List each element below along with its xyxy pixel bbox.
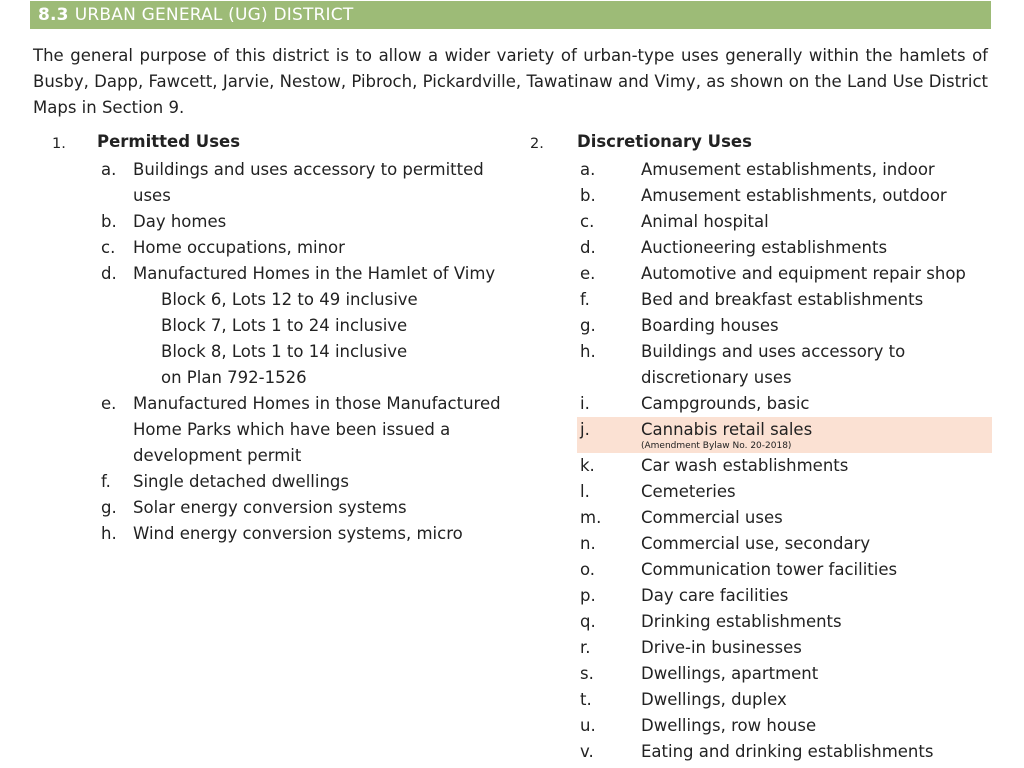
item-letter: j. bbox=[580, 420, 590, 439]
item-text: Communication tower facilities bbox=[641, 560, 898, 579]
item-text: Buildings and uses accessory to permitted uses bbox=[133, 160, 484, 205]
item-text: Solar energy conversion systems bbox=[133, 498, 407, 517]
list-item bbox=[580, 261, 992, 287]
list-item bbox=[580, 391, 992, 417]
list-item bbox=[101, 261, 513, 391]
list-item bbox=[580, 157, 992, 183]
item-letter: o. bbox=[580, 560, 596, 579]
item-text: Single detached dwellings bbox=[133, 472, 349, 491]
list-item bbox=[101, 495, 513, 521]
item-letter: k. bbox=[580, 456, 595, 475]
item-text: Bed and breakfast establishments bbox=[641, 290, 924, 309]
item-letter: g. bbox=[101, 498, 117, 517]
item-letter: c. bbox=[101, 238, 116, 257]
item-text: Drinking establishments bbox=[641, 612, 842, 631]
item-text: Boarding houses bbox=[641, 316, 779, 335]
item-letter: e. bbox=[101, 394, 117, 413]
item-text: Dwellings, row house bbox=[641, 716, 817, 735]
item-text: Amusement establishments, indoor bbox=[641, 160, 935, 179]
item-letter: v. bbox=[580, 742, 594, 761]
item-text: Buildings and uses accessory to discretionary uses bbox=[641, 342, 906, 387]
sub-line: Block 6, Lots 12 to 49 inclusive bbox=[161, 290, 418, 309]
list-item bbox=[580, 183, 992, 209]
item-text: Manufactured Homes in those Manufactured Home Parks which have been issued a development permit bbox=[133, 394, 501, 465]
item-text: Home occupations, minor bbox=[133, 238, 345, 257]
item-letter: r. bbox=[580, 638, 591, 657]
section-number: 8.3 bbox=[38, 5, 69, 25]
list-item bbox=[580, 739, 992, 765]
item-text: Dwellings, apartment bbox=[641, 664, 819, 683]
item-text: Day care facilities bbox=[641, 586, 789, 605]
item-letter: a. bbox=[580, 160, 596, 179]
item-letter: p. bbox=[580, 586, 596, 605]
list-item bbox=[580, 531, 992, 557]
item-letter: b. bbox=[580, 186, 596, 205]
section-title: URBAN GENERAL (UG) DISTRICT bbox=[74, 5, 354, 25]
list-item bbox=[101, 235, 513, 261]
item-letter: u. bbox=[580, 716, 596, 735]
list-item bbox=[580, 687, 992, 713]
list-item bbox=[580, 661, 992, 687]
list-item bbox=[580, 235, 992, 261]
item-letter: g. bbox=[580, 316, 596, 335]
sub-line: Block 7, Lots 1 to 24 inclusive bbox=[161, 316, 408, 335]
item-text: Cemeteries bbox=[641, 482, 736, 501]
permitted-title: Permitted Uses bbox=[97, 132, 241, 151]
item-text: Cannabis retail sales bbox=[641, 420, 813, 439]
list-item bbox=[580, 505, 992, 531]
list-item bbox=[580, 313, 992, 339]
item-text: Commercial uses bbox=[641, 508, 783, 527]
item-text: Dwellings, duplex bbox=[641, 690, 787, 709]
item-text: Campgrounds, basic bbox=[641, 394, 810, 413]
section-header bbox=[30, 1, 991, 29]
item-text: Drive-in businesses bbox=[641, 638, 802, 657]
list-item bbox=[101, 469, 513, 495]
list-item bbox=[101, 157, 513, 209]
item-letter: i. bbox=[580, 394, 590, 413]
list-item bbox=[580, 287, 992, 313]
list-item bbox=[580, 713, 992, 739]
item-letter: q. bbox=[580, 612, 596, 631]
list-item bbox=[580, 453, 992, 479]
item-letter: h. bbox=[580, 342, 596, 361]
item-text: Car wash establishments bbox=[641, 456, 849, 475]
item-text: Eating and drinking establishments bbox=[641, 742, 934, 761]
item-letter: f. bbox=[101, 472, 111, 491]
item-letter: s. bbox=[580, 664, 594, 683]
item-text: Animal hospital bbox=[641, 212, 769, 231]
item-text: Commercial use, secondary bbox=[641, 534, 871, 553]
list-item bbox=[580, 209, 992, 235]
item-letter: h. bbox=[101, 524, 117, 543]
discretionary-number: 2. bbox=[530, 136, 544, 152]
item-letter: t. bbox=[580, 690, 592, 709]
item-text: Automotive and equipment repair shop bbox=[641, 264, 966, 283]
item-letter: e. bbox=[580, 264, 596, 283]
item-text: Day homes bbox=[133, 212, 227, 231]
list-item bbox=[580, 479, 992, 505]
item-text: Manufactured Homes in the Hamlet of Vimy bbox=[133, 264, 496, 283]
permitted-list bbox=[101, 157, 513, 547]
item-letter: d. bbox=[101, 264, 117, 283]
item-letter: d. bbox=[580, 238, 596, 257]
list-item bbox=[580, 557, 992, 583]
item-letter: f. bbox=[580, 290, 590, 309]
highlighted-list-item bbox=[577, 417, 992, 453]
item-letter: m. bbox=[580, 508, 602, 527]
item-letter: a. bbox=[101, 160, 117, 179]
list-item bbox=[580, 609, 992, 635]
sub-line: Block 8, Lots 1 to 14 inclusive bbox=[161, 342, 408, 361]
amendment-note: (Amendment Bylaw No. 20-2018) bbox=[641, 441, 792, 451]
item-text: Auctioneering establishments bbox=[641, 238, 888, 257]
item-letter: l. bbox=[580, 482, 590, 501]
sub-line: on Plan 792-1526 bbox=[161, 368, 307, 387]
list-item bbox=[580, 635, 992, 661]
intro-paragraph: The general purpose of this district is to allow a wider variety of urban-type uses generally within the hamlets of Busby, Dapp, Fawcett, Jarvie, Nestow, Pibroch, Pickardville, Tawatinaw and Vimy, as shown on the Land Use District Maps in Section 9. bbox=[33, 46, 988, 117]
item-text: Wind energy conversion systems, micro bbox=[133, 524, 463, 543]
list-item bbox=[580, 339, 992, 391]
list-item bbox=[101, 521, 513, 547]
discretionary-list bbox=[580, 157, 992, 765]
list-item bbox=[101, 209, 513, 235]
list-item bbox=[580, 583, 992, 609]
item-letter: b. bbox=[101, 212, 117, 231]
item-text: Amusement establishments, outdoor bbox=[641, 186, 947, 205]
list-item bbox=[101, 391, 513, 469]
item-letter: c. bbox=[580, 212, 595, 231]
discretionary-title: Discretionary Uses bbox=[577, 132, 752, 151]
item-letter: n. bbox=[580, 534, 596, 553]
permitted-number: 1. bbox=[52, 136, 66, 152]
